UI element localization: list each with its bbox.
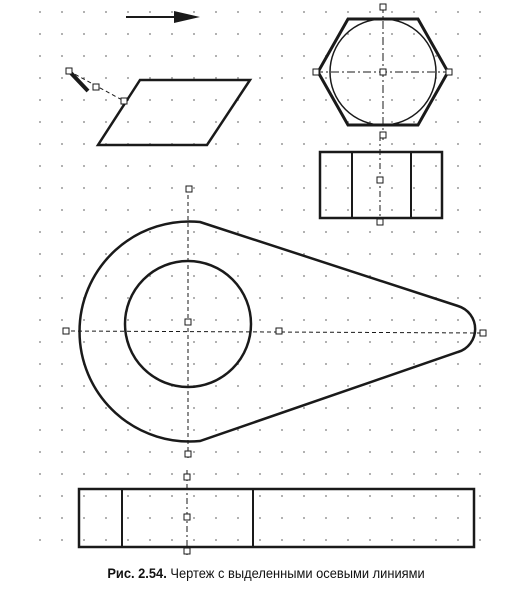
grip-square-icon[interactable] [380,69,386,75]
grip-square-icon[interactable] [380,132,386,138]
parallelogram-shape[interactable] [98,80,250,145]
grip-square-icon[interactable] [313,69,319,75]
hex-side-view[interactable] [320,152,442,218]
grip-square-icon[interactable] [184,548,190,554]
grip-square-icon[interactable] [184,514,190,520]
caption-text: Чертеж с выделенными осевыми линиями [170,565,425,581]
grip-square-icon[interactable] [66,68,72,74]
grip-square-icon[interactable] [446,69,452,75]
selected-segment[interactable] [66,68,127,104]
snap-grid [39,11,481,541]
grip-square-icon[interactable] [276,328,282,334]
grip-square-icon[interactable] [186,186,192,192]
grip-square-icon[interactable] [121,98,127,104]
grip-square-icon[interactable] [380,4,386,10]
grip-square-icon[interactable] [377,177,383,183]
grip-square-icon[interactable] [184,474,190,480]
grip-square-icon[interactable] [93,84,99,90]
figure-label: Рис. 2.54. [107,565,167,581]
grip-square-icon[interactable] [480,330,486,336]
right-arrow-icon [126,11,200,23]
grip-square-icon[interactable] [185,319,191,325]
grip-square-icon[interactable] [377,219,383,225]
figure-caption [21,565,510,581]
grip-square-icon[interactable] [185,451,191,457]
grip-square-icon[interactable] [63,328,69,334]
grip-markers [63,4,486,554]
lever-centerlines [64,188,483,458]
